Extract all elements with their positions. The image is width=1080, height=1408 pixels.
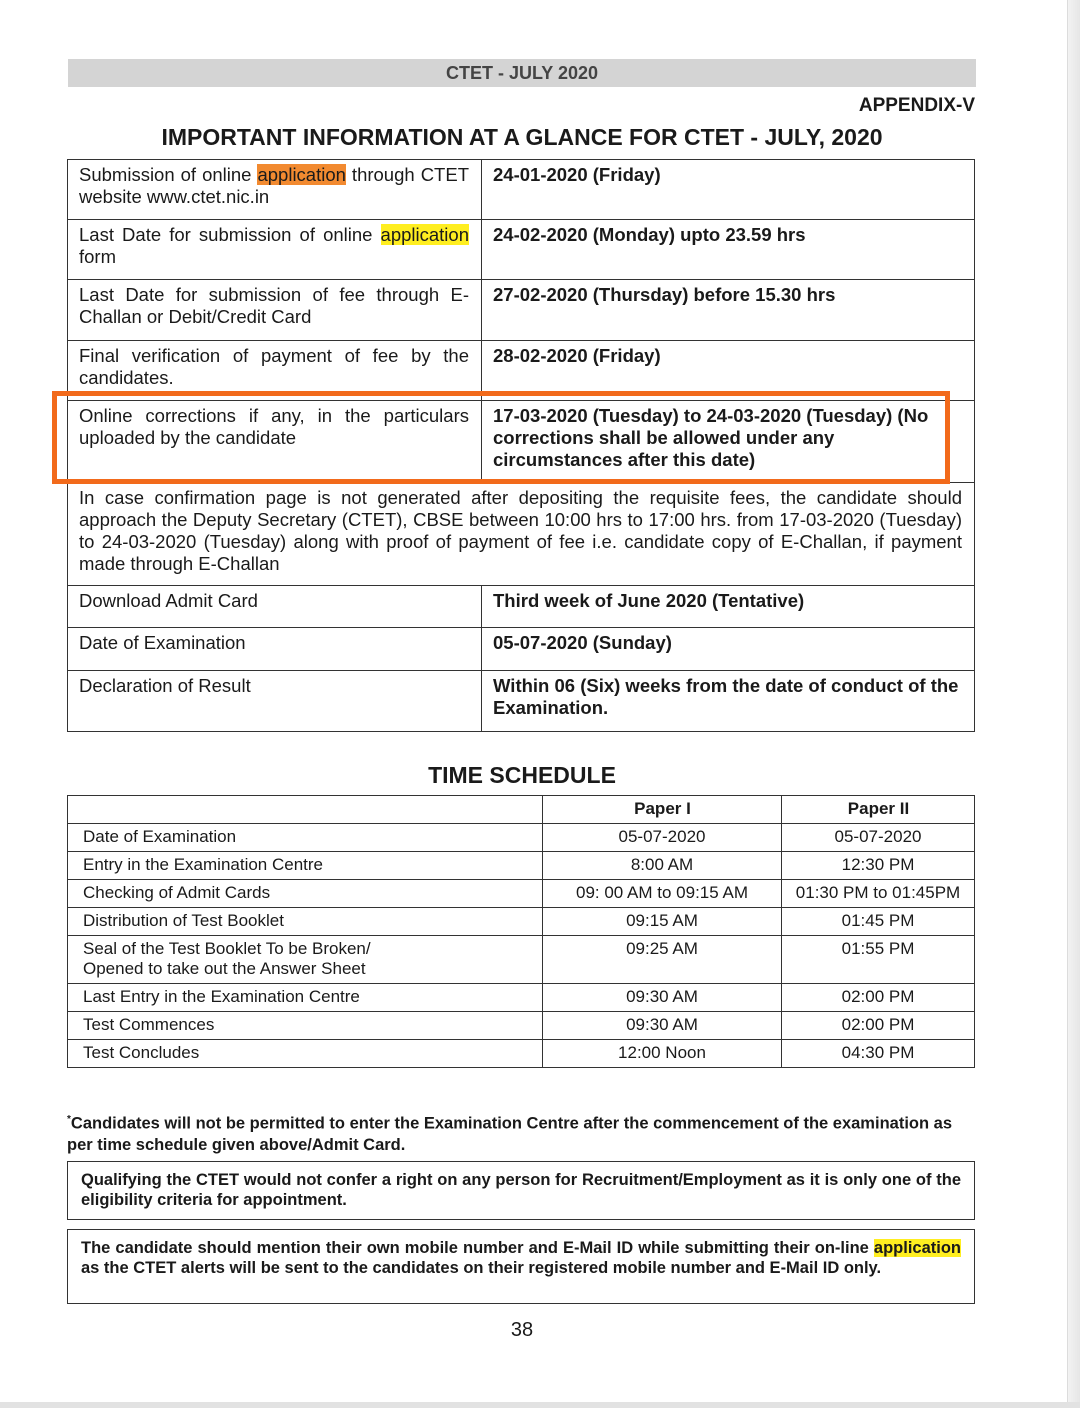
paper1-time: 09:25 AM xyxy=(543,936,782,984)
page-number: 38 xyxy=(510,1319,534,1341)
highlight-yellow: application xyxy=(873,1239,961,1257)
column-header: Paper I xyxy=(543,796,782,824)
page-bottom-edge xyxy=(0,1402,1080,1408)
paper1-time: 09: 00 AM to 09:15 AM xyxy=(543,880,782,908)
table-row xyxy=(68,220,975,280)
row-label: Online corrections if any, in the particulars uploaded by the candidate xyxy=(68,401,482,483)
schedule-activity: Last Entry in the Examination Centre xyxy=(68,984,543,1012)
appendix-label: APPENDIX-V xyxy=(858,95,975,116)
paper2-time: 04:30 PM xyxy=(782,1040,975,1068)
page-title: IMPORTANT INFORMATION AT A GLANCE FOR CTET - JULY, 2020 xyxy=(161,124,883,150)
highlight-yellow: application xyxy=(380,224,469,245)
schedule-activity: Distribution of Test Booklet xyxy=(68,908,543,936)
highlight-orange: application xyxy=(257,164,346,185)
table-header-row xyxy=(68,796,975,824)
page-edge xyxy=(1067,0,1080,1408)
table-row xyxy=(68,160,975,220)
table-row xyxy=(68,671,975,732)
table-row xyxy=(68,1012,975,1040)
paper2-time: 05-07-2020 xyxy=(782,824,975,852)
column-header: Paper II xyxy=(782,796,975,824)
time-schedule-title: TIME SCHEDULE xyxy=(428,762,616,788)
table-row xyxy=(68,1040,975,1068)
table-row xyxy=(68,908,975,936)
paper2-time: 01:55 PM xyxy=(782,936,975,984)
paper2-time: 02:00 PM xyxy=(782,984,975,1012)
mobile-email-notice-box: The candidate should mention their own mobile number and E-Mail ID while submitting their on-line application as the CTET alerts will be sent to the candidates on their registered mobile number and E-Mail ID only. xyxy=(67,1229,975,1304)
schedule-activity: Test Concludes xyxy=(68,1040,543,1068)
paper2-time: 01:30 PM to 01:45PM xyxy=(782,880,975,908)
row-value: 28-02-2020 (Friday) xyxy=(482,341,975,401)
paper1-time: 8:00 AM xyxy=(543,852,782,880)
table-row xyxy=(68,984,975,1012)
table-row xyxy=(68,824,975,852)
paper1-time: 09:30 AM xyxy=(543,984,782,1012)
table-row xyxy=(68,401,975,483)
paper1-time: 09:15 AM xyxy=(543,908,782,936)
row-label: Last Date for submission of online application form xyxy=(68,220,482,280)
column-header xyxy=(68,796,543,824)
table-row xyxy=(68,280,975,341)
schedule-activity: Seal of the Test Booklet To be Broken/ Opened to take out the Answer Sheet xyxy=(68,936,543,984)
paper2-time: 12:30 PM xyxy=(782,852,975,880)
row-label: Last Date for submission of fee through E-Challan or Debit/Credit Card xyxy=(68,280,482,341)
row-label: Submission of online application through CTET website www.ctet.nic.in xyxy=(68,160,482,220)
row-value: 05-07-2020 (Sunday) xyxy=(482,628,975,671)
row-value: Third week of June 2020 (Tentative) xyxy=(482,586,975,628)
row-label: Declaration of Result xyxy=(68,671,482,732)
paper2-time: 02:00 PM xyxy=(782,1012,975,1040)
entry-note: *Candidates will not be permitted to enter the Examination Centre after the commencement of the examination as per time schedule given above/Admit Card. xyxy=(67,1114,952,1154)
table-row xyxy=(68,341,975,401)
row-value: 24-01-2020 (Friday) xyxy=(482,160,975,220)
schedule-activity: Test Commences xyxy=(68,1012,543,1040)
row-value: 24-02-2020 (Monday) upto 23.59 hrs xyxy=(482,220,975,280)
paper1-time: 05-07-2020 xyxy=(543,824,782,852)
schedule-activity: Entry in the Examination Centre xyxy=(68,852,543,880)
row-label: Date of Examination xyxy=(68,628,482,671)
schedule-activity: Date of Examination xyxy=(68,824,543,852)
schedule-activity: Checking of Admit Cards xyxy=(68,880,543,908)
qualifying-notice-box: Qualifying the CTET would not confer a right on any person for Recruitment/Employment as it is only one of the eligibility criteria for appointment. xyxy=(67,1161,975,1220)
table-row xyxy=(68,586,975,628)
paper2-time: 01:45 PM xyxy=(782,908,975,936)
row-label: Final verification of payment of fee by the candidates. xyxy=(68,341,482,401)
row-value: Within 06 (Six) weeks from the date of conduct of the Examination. xyxy=(482,671,975,732)
paper1-time: 12:00 Noon xyxy=(543,1040,782,1068)
confirmation-note: In case confirmation page is not generated after depositing the requisite fees, the candidate should approach the Deputy Secretary (CTET), CBSE between 10:00 hrs to 17:00 hrs. from 17-03-2020 (Tuesday) to 24-03-2020 (Tuesday) along with proof of payment of fee i.e. candidate copy of E-Challan, if payment made through E-Challan xyxy=(68,483,975,586)
row-value: 27-02-2020 (Thursday) before 15.30 hrs xyxy=(482,280,975,341)
footnote-mark: * xyxy=(67,1114,71,1125)
row-label: Download Admit Card xyxy=(68,586,482,628)
table-row xyxy=(68,483,975,586)
table-row xyxy=(68,628,975,671)
table-row xyxy=(68,936,975,984)
header-bar: CTET - JULY 2020 xyxy=(68,59,976,87)
table-row xyxy=(68,880,975,908)
info-table xyxy=(67,159,975,732)
table-row xyxy=(68,852,975,880)
time-schedule-table xyxy=(67,795,975,1068)
paper1-time: 09:30 AM xyxy=(543,1012,782,1040)
row-value: 17-03-2020 (Tuesday) to 24-03-2020 (Tuesday) (No corrections shall be allowed under any circumstances after this date) xyxy=(482,401,975,483)
